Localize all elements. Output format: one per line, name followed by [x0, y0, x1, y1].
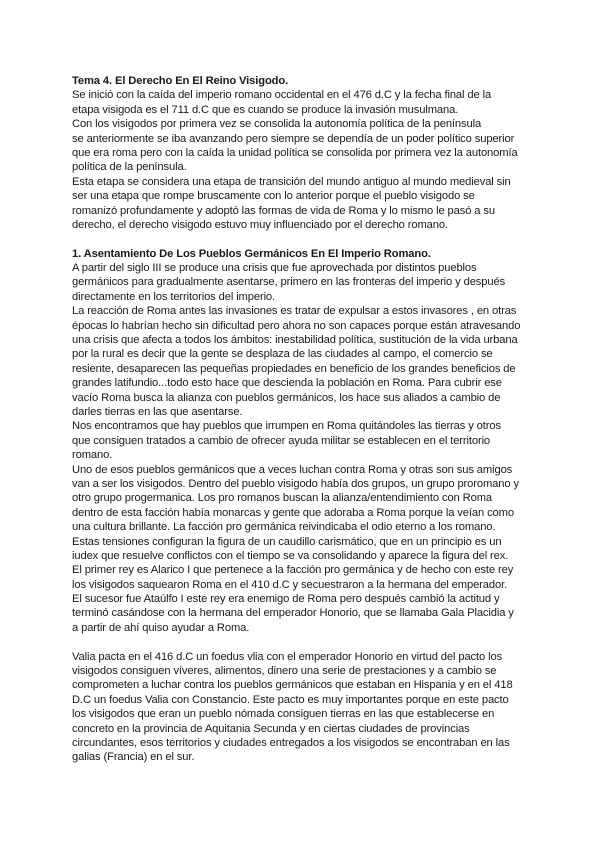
text-line: Estas tensiones configuran la figura de un caudillo carismático, que en un principio es un — [72, 535, 502, 548]
text-line: Valia pacta en el 416 d.C un foedus vlia con el emperador Honorio en virtud del pacto los — [72, 650, 503, 663]
text-line: otro grupo progermanica. Los pro romanos buscan la alianza/entendimiento con Roma — [72, 492, 493, 505]
text-line: visigodos consiguen víveres, alimentos, dinero una serie de prestaciones y a cambio se — [72, 665, 497, 678]
text-line: romanizó profundamente y adoptó las formas de vida de Roma y lo mismo le pasó a su — [72, 204, 495, 217]
text-line: terminó casándose con la hermana del emperador Honorio, que se llamaba Gala Placidia y — [72, 607, 514, 620]
text-line: Nos encontramos que hay pueblos que irrumpen en Roma quitándoles las tierras y otros — [72, 420, 501, 433]
text-line: Se inició con la caída del imperio romano occidental en el 476 d.C y la fecha final de la — [72, 89, 492, 102]
text-line: una cultura brillante. La facción pro germánica reivindicaba el odio eterno a los romano. — [72, 521, 496, 534]
text-line: El sucesor fue Ataúlfo I este rey era enemigo de Roma pero después cambió la actitud y — [72, 593, 500, 606]
intro-paragraphs — [72, 88, 534, 232]
text-line: La reacción de Roma antes las invasiones es tratar de expulsar a estos invasores , en otras — [72, 305, 517, 318]
text-line: D.C un foedus Valia con Constancio. Este pacto es muy importantes porque en este pacto — [72, 693, 509, 706]
document-title: Tema 4. El Derecho En El Reino Visigodo. — [72, 75, 289, 87]
text-line: etapa visigoda es el 711 d.C que es cuando se produce la invasión musulmana. — [72, 103, 459, 116]
text-line: darles tierras en las que asentarse. — [72, 405, 243, 418]
text-line: iudex que resuelve conflictos con el tiempo se va consolidando y aparece la figura del rex. — [72, 549, 509, 562]
text-line: Esta etapa se considera una etapa de transición del mundo antiguo al mundo medieval sin — [72, 175, 511, 188]
text-line: dentro de esta facción había monarcas y gente que adoraba a Roma porque la veían como — [72, 506, 514, 519]
section-gap — [72, 635, 534, 649]
text-line: los visigodos que eran un pueblo nómada consiguen tierras en las que establecerse en — [72, 708, 495, 721]
text-line: una crisis que afecta a todos los ámbitos: inestabilidad política, sustitución de la vida urbana — [72, 334, 518, 347]
text-line: a partir de ahí quiso ayudar a Roma. — [72, 621, 250, 634]
text-line: concreto en la provincia de Aquitania Secunda y en ciertas ciudades de provincias — [72, 722, 470, 735]
document-body — [72, 74, 534, 765]
text-line: que consiguen tratados a cambio de ofrecer ayuda militar se establecen en el territorio — [72, 434, 491, 447]
text-line: grandes latifundio...todo esto hace que descienda la población en Roma. Para cubrir ese — [72, 377, 502, 390]
text-line: circundantes, esos territorios y ciudades entregados a los visigodos se encontraban en las — [72, 736, 510, 749]
text-line: germánicos para gradualmente asentarse, primero en las fronteras del imperio y después — [72, 276, 506, 289]
text-line: épocas lo habrían hecho sin dificultad pero ahora no son capaces porque están atravesando — [72, 319, 521, 332]
text-line: derecho, el derecho visigodo estuvo muy influenciado por el derecho romano. — [72, 218, 448, 231]
text-line: Con los visigodos por primera vez se consolida la autonomía política de la península — [72, 118, 482, 131]
text-line: por la rural es decir que la gente se desplaza de las ciudades al campo, el comercio se — [72, 348, 493, 361]
text-line: política de la península. — [72, 161, 187, 174]
text-line: que era roma pero con la caída la unidad política se consolida por primera vez la autonomía — [72, 146, 518, 159]
section-gap — [72, 232, 534, 246]
text-line: directamente en los territorios del imperio. — [72, 290, 276, 303]
text-line: van a ser los visigodos. Dentro del pueblo visigodo había dos grupos, un grupo proromano y — [72, 477, 519, 490]
section1-paragraphs — [72, 261, 534, 635]
text-line: se anteriormente se iba avanzando pero siempre se dependía de un poder político superior — [72, 132, 515, 145]
text-line: ser una etapa que rompe bruscamente con lo anterior porque el pueblo visigodo se — [72, 190, 475, 203]
text-line: El primer rey es Alarico I que pertenece a la facción pro germánica y de hecho con este rey — [72, 564, 514, 577]
text-line: romano. — [72, 449, 113, 462]
text-line: comprometen a luchar contra los pueblos germánicos que estaban en Hispania y en el 418 — [72, 679, 513, 692]
section1-heading: 1. Asentamiento De Los Pueblos Germánicos En El Imperio Romano. — [72, 247, 431, 260]
text-line: A partir del siglo III se produce una crisis que fue aprovechada por distintos pueblos — [72, 262, 477, 275]
text-line: resiente, desaparecen las pequeñas propiedades en beneficio de los grandes beneficios de — [72, 362, 516, 375]
text-line: galias (Francia) en el sur. — [72, 751, 195, 764]
text-line: Uno de esos pueblos germánicos que a veces luchan contra Roma y otras son sus amigos — [72, 463, 513, 476]
text-line: vacío Roma busca la alianza con pueblos germánicos, los hace sus aliados a cambio de — [72, 391, 501, 404]
section2-paragraphs — [72, 650, 534, 765]
text-line: los visigodos saquearon Roma en el 410 d.C y secuestraron a la hermana del emperador. — [72, 578, 508, 591]
